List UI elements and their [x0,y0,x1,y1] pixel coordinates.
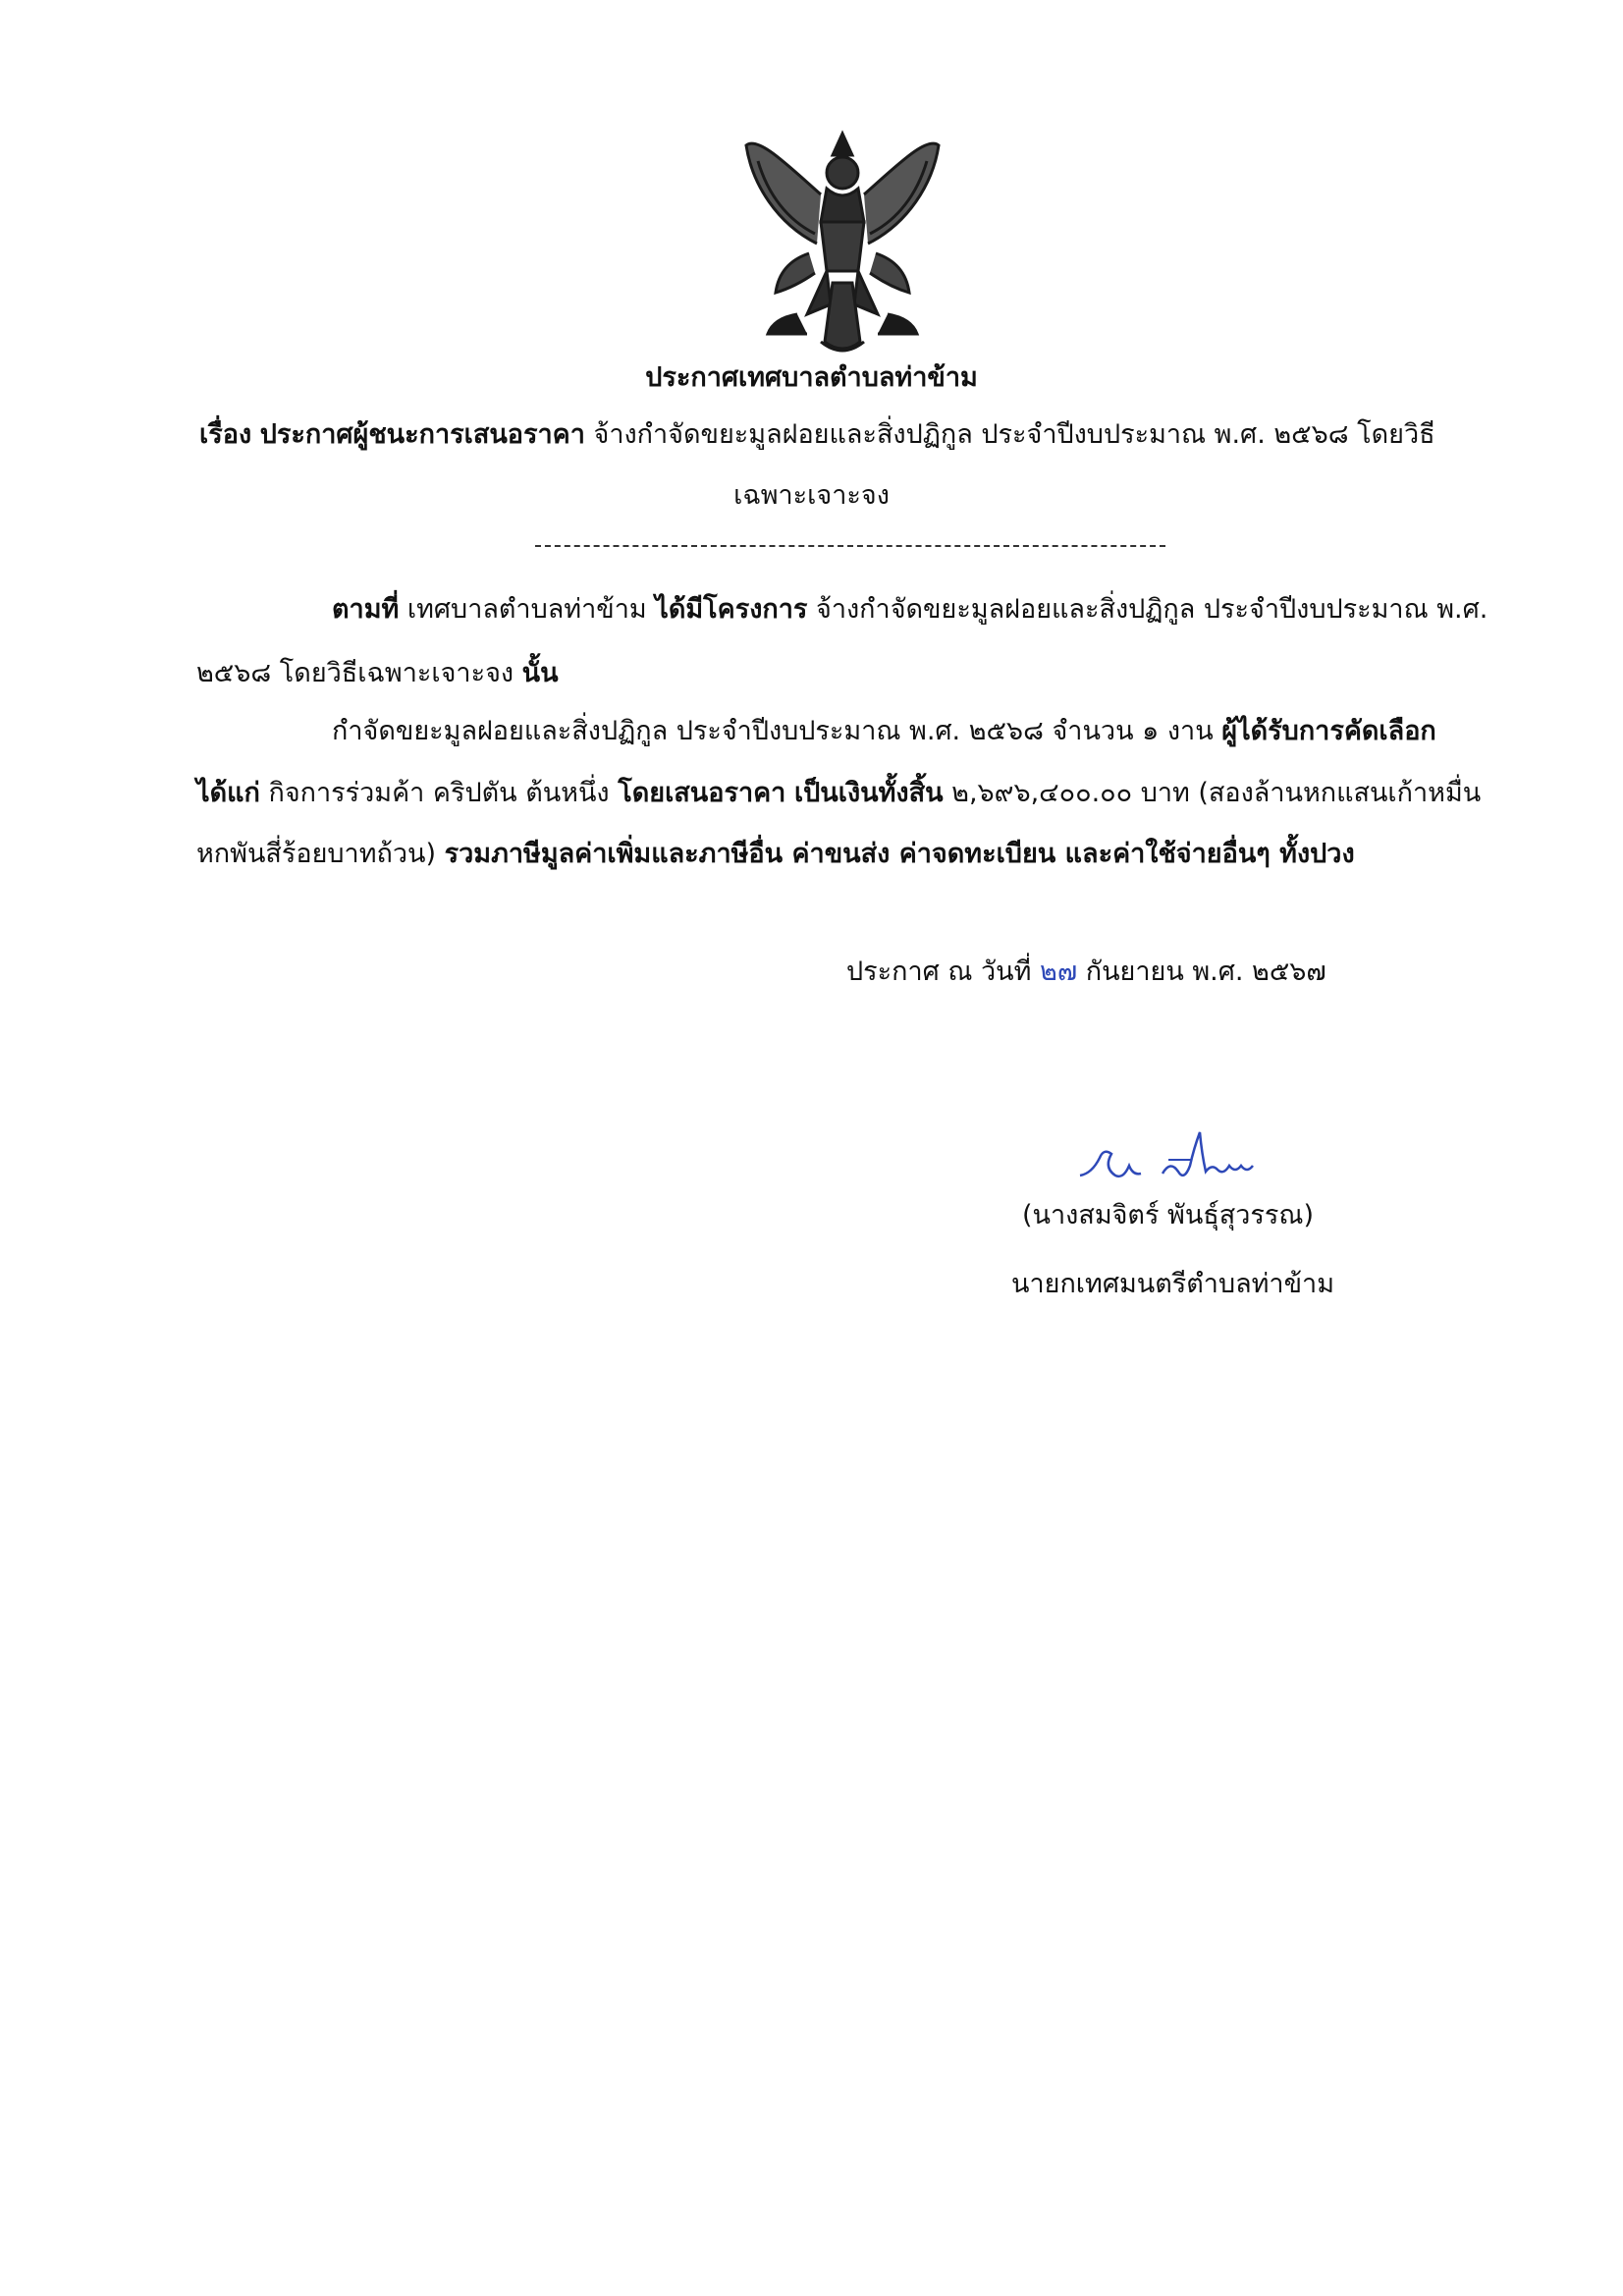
para1-project: จ้างกำจัดขยะมูลฝอยและสิ่งปฏิกูล ประจำปีงบประมาณ พ.ศ. [816,594,1488,625]
para2-line3 [196,835,1355,874]
para2-line1 [332,712,1436,751]
para1-line2-text: ๒๕๖๘ โดยวิธีเฉพาะเจาะจง [196,658,514,688]
subject-rest: จ้างกำจัดขยะมูลฝอยและสิ่งปฏิกูล ประจำปีงบประมาณ พ.ศ. ๒๕๖๘ โดยวิธี [593,419,1435,450]
subject-label: เรื่อง [199,419,252,450]
para1-lead: ตามที่ [332,594,400,625]
separator-line [535,545,1165,547]
garuda-emblem-icon [738,126,947,357]
winner-label: ได้แก่ [196,778,260,808]
offer-label: โดยเสนอราคา [618,778,786,808]
para2-line2 [196,774,1481,813]
para1-project-label: ได้มีโครงการ [655,594,808,625]
selected-label: ผู้ได้รับการคัดเลือก [1221,716,1436,746]
para1-line2 [196,654,559,693]
date-month-year: กันยายน พ.ศ. ๒๕๖๗ [1085,957,1326,987]
para1-org: เทศบาลตำบลท่าข้าม [406,594,647,625]
signer-name: (นางสมจิตร์ พันธุ์สุวรรณ) [1022,1200,1315,1230]
signer-position: นายกเทศมนตรีตำบลท่าข้าม [1011,1269,1334,1299]
subject-line-2: เฉพาะเจาะจง [733,480,890,511]
subject-line [199,415,1435,455]
date-day: ๒๗ [1040,957,1078,987]
date-prefix: ประกาศ ณ วันที่ [846,957,1032,987]
amount-text: ๒,๖๙๖,๔๐๐.๐๐ บาท (สองล้านหกแสนเก้าหมื่น [951,778,1482,808]
announcement-title: ประกาศเทศบาลตำบลท่าข้าม [645,362,978,393]
announcement-date [846,953,1326,992]
para2-line1-text: กำจัดขยะมูลฝอยและสิ่งปฏิกูล ประจำปีงบประมาณ พ.ศ. ๒๕๖๘ จำนวน ๑ งาน [332,716,1214,746]
amount-words-end: หกพันสี่ร้อยบาทถ้วน) [196,839,437,869]
subject-bold: ประกาศผู้ชนะการเสนอราคา [259,419,585,450]
inclusive-note: รวมภาษีมูลค่าเพิ่มและภาษีอื่น ค่าขนส่ง ค่าจดทะเบียน และค่าใช้จ่ายอื่นๆ ทั้งปวง [444,839,1355,869]
para1-end: นั้น [521,658,559,688]
signature-handwritten [1070,1124,1306,1193]
para1-line1 [332,590,1488,629]
winner-name: กิจการร่วมค้า คริปตัน ต้นหนึ่ง [268,778,610,808]
total-label: เป็นเงินทั้งสิ้น [793,778,944,808]
